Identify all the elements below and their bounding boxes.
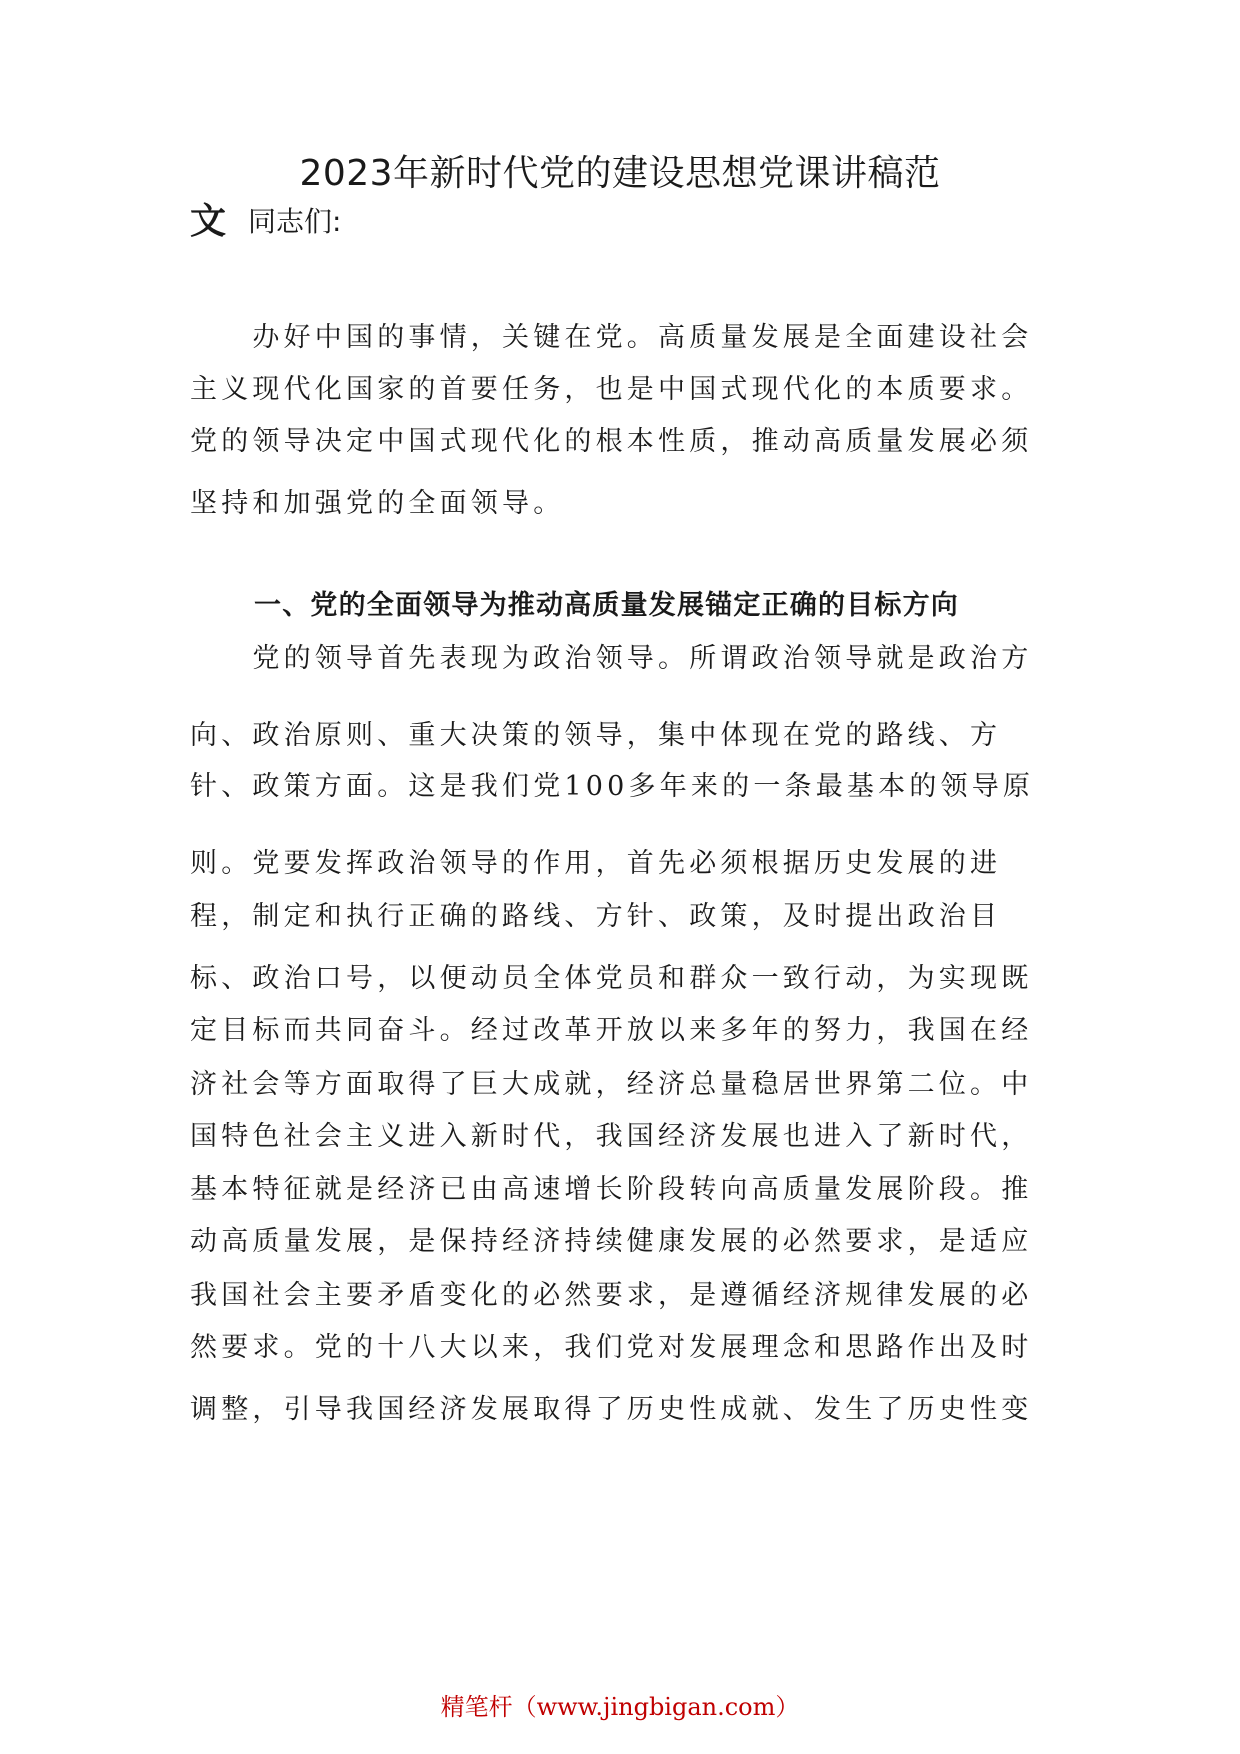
- intro-paragraph-line: 办好中国的事情，关键在党。高质量发展是全面建设社会: [190, 322, 1033, 353]
- document-title: 2023年新时代党的建设思想党课讲稿范: [299, 153, 941, 194]
- body-paragraph-line: 定目标而共同奋斗。经过改革开放以来多年的努力，我国在经: [190, 1015, 1033, 1046]
- body-paragraph-line: 程，制定和执行正确的路线、方针、政策，及时提出政治目: [190, 901, 1002, 932]
- body-paragraph-line: 国特色社会主义进入新时代，我国经济发展也进入了新时代，: [190, 1121, 1033, 1152]
- body-paragraph-line: 调整，引导我国经济发展取得了历史性成就、发生了历史性变: [190, 1394, 1033, 1425]
- body-paragraph-line: 针、政策方面。这是我们党100多年来的一条最基本的领导原: [190, 771, 1035, 802]
- body-paragraph-line: 基本特征就是经济已由高速增长阶段转向高质量发展阶段。推: [190, 1174, 1033, 1205]
- document-title-continuation: 文: [190, 201, 227, 242]
- body-paragraph-line: 标、政治口号，以便动员全体党员和群众一致行动，为实现既: [190, 963, 1033, 994]
- salutation: 同志们:: [248, 205, 342, 238]
- body-paragraph-line: 党的领导首先表现为政治领导。所谓政治领导就是政治方: [190, 643, 1033, 674]
- body-paragraph-line: 则。党要发挥政治领导的作用，首先必须根据历史发展的进: [190, 848, 1002, 879]
- body-paragraph-line: 向、政治原则、重大决策的领导，集中体现在党的路线、方: [190, 720, 1002, 751]
- footer-website-link[interactable]: 精笔杆（www.jingbigan.com）: [440, 1693, 800, 1721]
- body-paragraph-line: 然要求。党的十八大以来，我们党对发展理念和思路作出及时: [190, 1332, 1033, 1363]
- section-heading: 一、党的全面领导为推动高质量发展锚定正确的目标方向: [254, 590, 959, 621]
- intro-paragraph-line: 坚持和加强党的全面领导。: [190, 488, 565, 519]
- body-paragraph-line: 济社会等方面取得了巨大成就，经济总量稳居世界第二位。中: [190, 1069, 1033, 1100]
- body-paragraph-line: 我国社会主要矛盾变化的必然要求，是遵循经济规律发展的必: [190, 1280, 1033, 1311]
- intro-paragraph-line: 主义现代化国家的首要任务，也是中国式现代化的本质要求。: [190, 374, 1033, 405]
- intro-paragraph-line: 党的领导决定中国式现代化的根本性质，推动高质量发展必须: [190, 426, 1033, 457]
- body-paragraph-line: 动高质量发展，是保持经济持续健康发展的必然要求，是适应: [190, 1226, 1033, 1257]
